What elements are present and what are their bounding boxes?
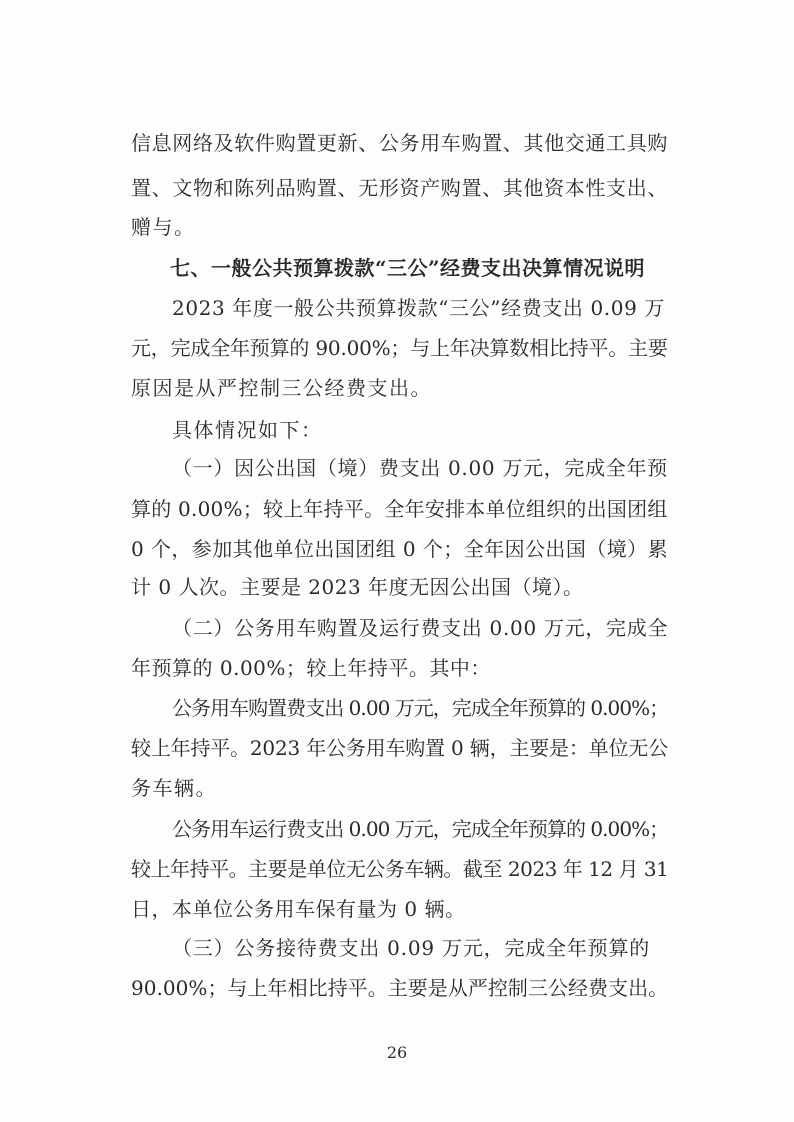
text-line: 赠与。 <box>131 215 196 239</box>
text-line: 公务用车购置费支出 0.00 万元，完成全年预算的 0.00%； <box>172 696 669 720</box>
text-line: 算的 0.00%；较上年持平。全年安排本单位组织的出国团组 <box>131 497 668 521</box>
text-line: 具体情况如下： <box>172 418 323 442</box>
text-line: 较上年持平。2023 年公务用车购置 0 辆，主要是：单位无公 <box>131 736 668 760</box>
text-line: （二）公务用车购置及运行费支出 0.00 万元，完成全 <box>172 616 669 640</box>
text-line: 元，完成全年预算的 90.00%；与上年决算数相比持平。主要 <box>131 336 668 360</box>
text-line: 务车辆。 <box>131 776 217 800</box>
text-line: 计 0 人次。主要是 2023 年度无因公出国（境）。 <box>131 575 584 599</box>
text-line: 日，本单位公务用车保有量为 0 辆。 <box>131 897 466 921</box>
text-line: （三）公务接待费支出 0.09 万元，完成全年预算的 <box>172 936 651 960</box>
text-line: （一）因公出国（境）费支出 0.00 万元，完成全年预 <box>172 456 668 480</box>
text-line: 信息网络及软件购置更新、公务用车购置、其他交通工具购 <box>131 131 668 155</box>
text-line: 年预算的 0.00%；较上年持平。其中： <box>131 656 491 680</box>
text-line: 90.00%；与上年相比持平。主要是从严控制三公经费支出。 <box>131 976 669 1000</box>
text-line: 公务用车运行费支出 0.00 万元，完成全年预算的 0.00%； <box>172 817 669 841</box>
text-line: 置、文物和陈列品购置、无形资产购置、其他资本性支出、 <box>131 176 668 200</box>
text-line: 0 个，参加其他单位出国团组 0 个；全年因公出国（境）累 <box>131 537 669 561</box>
page-number: 26 <box>386 1043 408 1062</box>
section-heading: 七、一般公共预算拨款“三公”经费支出决算情况说明 <box>170 256 646 280</box>
text-line: 2023 年度一般公共预算拨款“三公”经费支出 0.09 万 <box>172 296 665 320</box>
text-line: 较上年持平。主要是单位无公务车辆。截至 2023 年 12 月 31 <box>131 857 669 881</box>
text-line: 原因是从严控制三公经费支出。 <box>131 376 432 400</box>
